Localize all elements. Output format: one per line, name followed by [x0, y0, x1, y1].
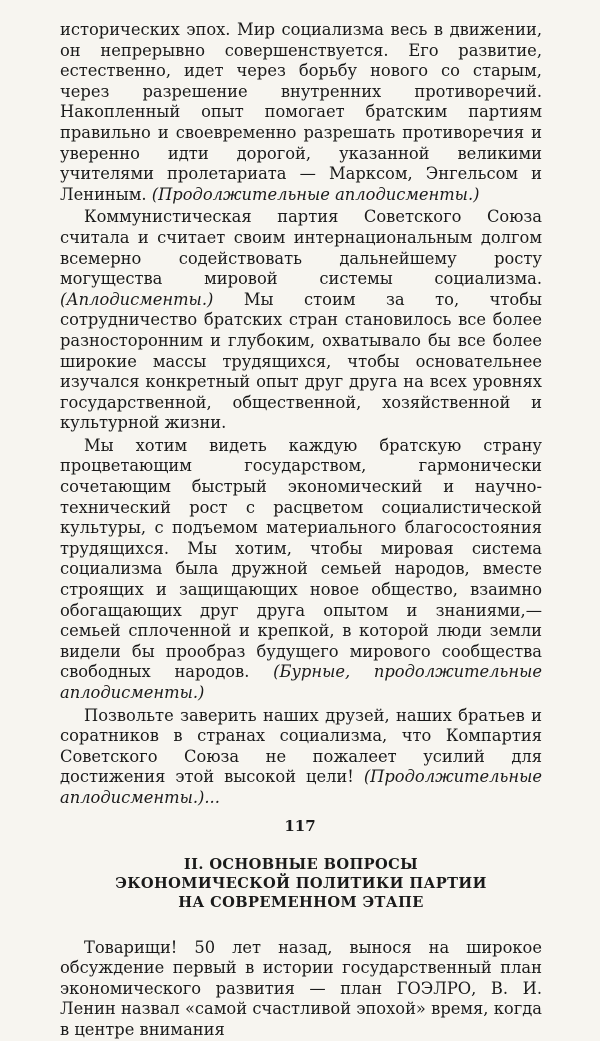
- paragraph-1-remark: (Продолжительные аплодисменты.): [151, 184, 480, 204]
- paragraph-1: [60, 20, 542, 205]
- paragraph-5-text: Товарищи! 50 лет назад, вынося на широкое обсуждение первый в истории государственный план экономического развития — план ГОЭЛРО, В. И. Ленин назвал «самой счастливой эпохой» время, когда в центре внимания: [60, 937, 542, 1039]
- paragraph-2-tail: Мы стоим за то, чтобы сотрудничество братских стран становилось все более разносторонним и глубоким, охватывало бы все более широкие массы трудящихся, чтобы основательнее изучался конкретный опыт друг друга на всех уровнях государственной, общественной, хозяйственной и культурной жизни.: [60, 289, 542, 433]
- paragraph-3: [60, 436, 542, 704]
- section-heading: [60, 855, 542, 912]
- section-heading-line-1: II. ОСНОВНЫЕ ВОПРОСЫ: [183, 855, 419, 873]
- section-heading-line-2: ЭКОНОМИЧЕСКОЙ ПОЛИТИКИ ПАРТИИ: [115, 874, 487, 892]
- page-number: 117: [284, 817, 316, 835]
- paragraph-4: [60, 706, 542, 809]
- paragraph-4-text: Позвольте заверить наших друзей, наших братьев и соратников в странах социализма, что Компартия Советского Союза не пожалеет усилий для достижения этой высокой цели!: [60, 705, 542, 787]
- paragraph-1-text: исторических эпох. Мир социализма весь в движении, он непрерывно совершенствуется. Его развитие, естественно, идет через борьбу нового со старым, через разрешение внутренних противоречий. Накопленный опыт помогает братским партиям правильно и своевременно разрешать противоречия и уверенно идти дорогой, указанной великими учителями пролетариата — Марксом, Энгельсом и Лениным.: [60, 20, 542, 204]
- section-heading-line-3: НА СОВРЕМЕННОМ ЭТАПЕ: [178, 893, 424, 911]
- paragraph-2-text: Коммунистическая партия Советского Союза считала и считает своим интернациональным долгом всемерно содействовать дальнейшему росту могущества мировой системы социализма.: [60, 207, 542, 289]
- paragraph-5: [60, 938, 542, 1041]
- paragraph-2: [60, 207, 542, 434]
- paragraph-2-remark: (Аплодисменты.): [60, 289, 214, 309]
- paragraph-4-remark: (Продолжительные аплодисменты.)...: [60, 767, 542, 807]
- paragraph-3-text: Мы хотим видеть каждую братскую страну процветающим государством, гармонически сочетающим быстрый экономический и научно-технический рост с расцветом социалистической культуры, с подъемом материального благосостояния трудящихся. Мы хотим, чтобы мировая система социализма была дружной семьей народов, вместе строящих и защищающих новое общество, взаимно обогащающих друг друга опытом и знаниями,— семьей сплоченной и крепкой, в которой люди земли видели бы прообраз будущего мирового сообщества свободных народов.: [60, 435, 542, 682]
- paragraph-3-remark: (Бурные, продолжительные аплодисменты.): [60, 662, 542, 702]
